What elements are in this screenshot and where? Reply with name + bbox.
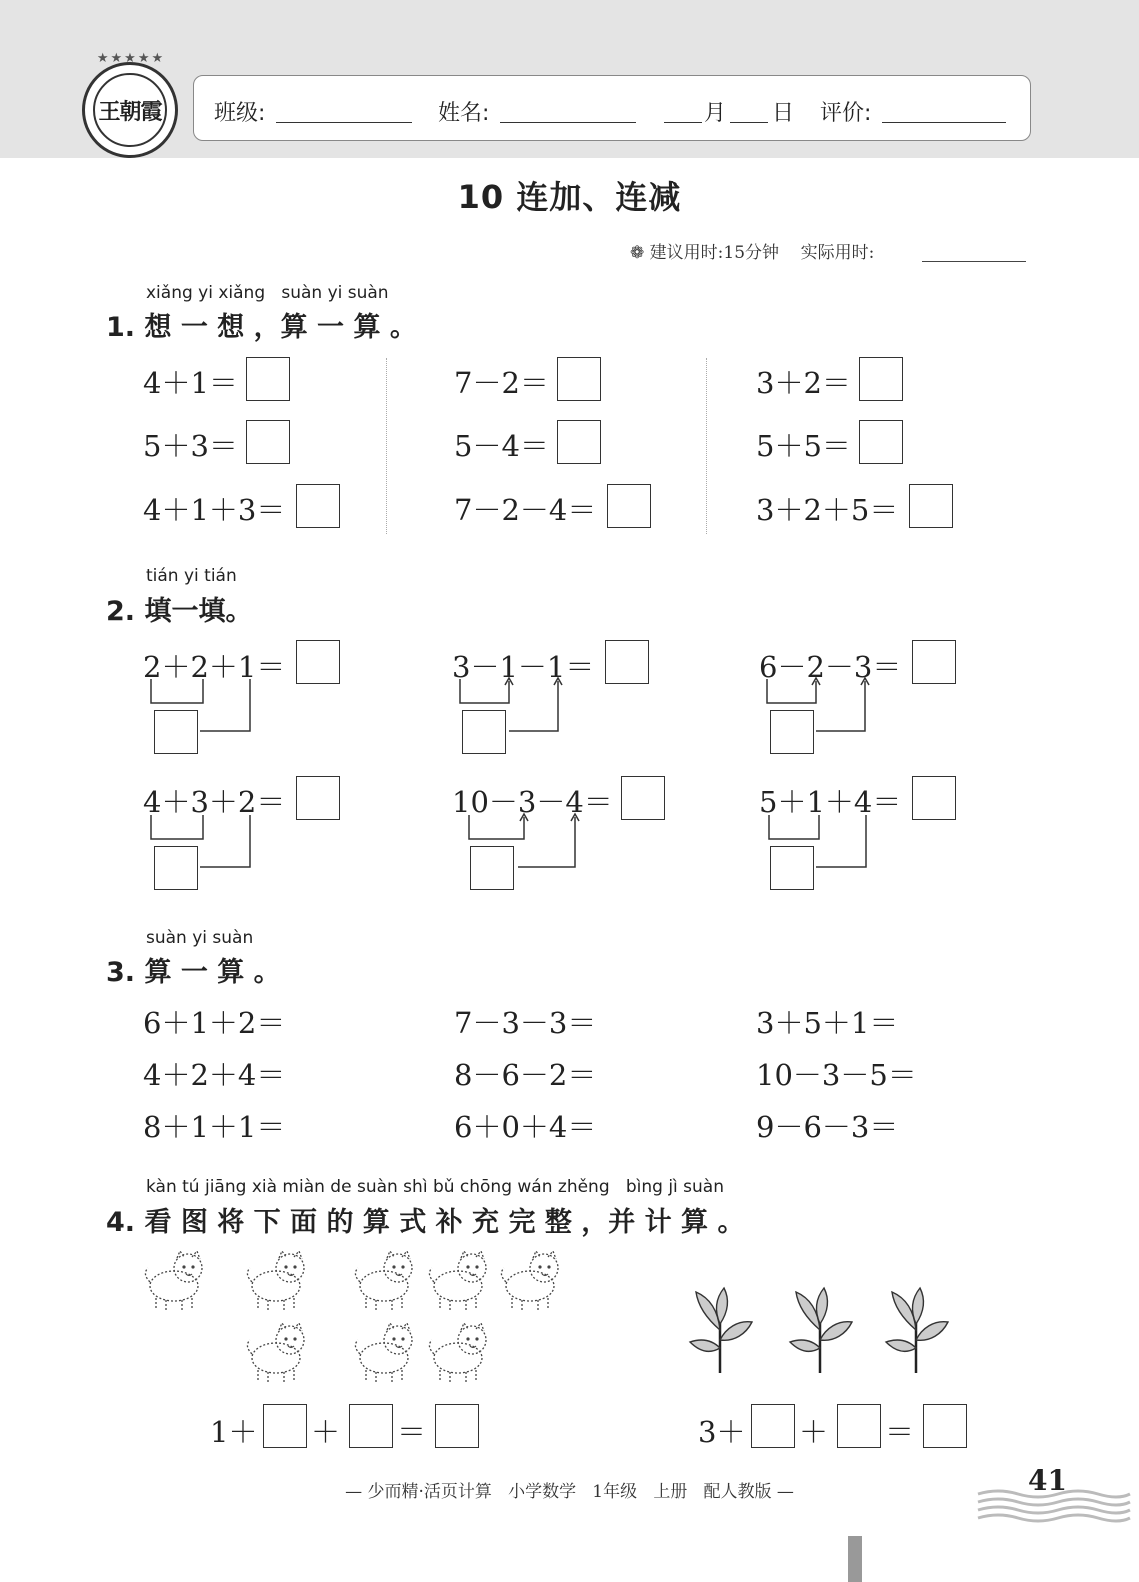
q2-equation: 10－3－4＝ <box>452 785 613 819</box>
q3-equation: 6＋0＋4＝ <box>454 1110 597 1144</box>
q2-heading: 2. 填一填。 <box>106 596 253 627</box>
q1-equation: 4＋1＝ <box>143 366 238 400</box>
q2-equation: 6－2－3＝ <box>759 650 902 684</box>
q3-equation: 4＋2＋4＝ <box>143 1058 286 1092</box>
equals-sign: ＝ <box>397 1415 427 1449</box>
q3-equation: 8＋1＋1＝ <box>143 1110 286 1144</box>
q1-equation: 7－2＝ <box>454 366 549 400</box>
q2-equation: 3－1－1＝ <box>452 650 595 684</box>
plus-sign: ＋ <box>799 1415 829 1449</box>
plus-sign: ＋ <box>311 1415 341 1449</box>
q4-heading: 4. 看 图 将 下 面 的 算 式 补 充 完 整 ，并 计 算 。 <box>106 1207 745 1238</box>
logo-text: 王朝霞 <box>98 98 162 125</box>
q1-heading: 1. 想 一 想 ，算 一 算 。 <box>106 312 417 343</box>
page-number: 41 <box>1028 1464 1067 1497</box>
equals-sign: ＝ <box>885 1415 915 1449</box>
footer-text: — 少而精·活页计算 小学数学 1年级 上册 配人教版 — <box>345 1482 794 1502</box>
q3-equation: 9－6－3＝ <box>756 1110 899 1144</box>
q3-equation: 7－3－3＝ <box>454 1006 597 1040</box>
answer-box[interactable] <box>923 1404 967 1448</box>
answer-box[interactable] <box>263 1404 307 1448</box>
q1-equation: 5－4＝ <box>454 429 549 463</box>
q2-equation: 2＋2＋1＝ <box>143 650 286 684</box>
answer-box[interactable] <box>349 1404 393 1448</box>
rating-label: 评价: <box>820 101 872 126</box>
q1-equation: 4＋1＋3＝ <box>143 493 286 527</box>
q1-equation: 3＋2＝ <box>756 366 851 400</box>
page-title: 10 连加、连减 <box>457 178 682 216</box>
q4-left-start: 1＋ <box>210 1415 258 1449</box>
leaf-icon <box>790 1288 852 1373</box>
suggested-time: 建议用时:15分钟 <box>649 243 780 263</box>
answer-box[interactable] <box>837 1404 881 1448</box>
q2-pinyin: tián yi tián <box>146 566 237 586</box>
q3-equation: 3＋5＋1＝ <box>756 1006 899 1040</box>
q4-right-start: 3＋ <box>698 1415 746 1449</box>
star-icon: ★★★★★ <box>96 51 166 66</box>
leaf-icon <box>690 1288 752 1373</box>
class-label: 班级: <box>214 101 266 126</box>
name-label: 姓名: <box>438 101 490 126</box>
answer-box[interactable] <box>435 1404 479 1448</box>
q1-pinyin: xiǎng yi xiǎng suàn yi suàn <box>146 283 389 303</box>
q2-equation: 5＋1＋4＝ <box>759 785 902 819</box>
q3-pinyin: suàn yi suàn <box>146 928 254 948</box>
month-label: 月 <box>704 101 727 126</box>
q3-equation: 6＋1＋2＝ <box>143 1006 286 1040</box>
q1-equation: 7－2－4＝ <box>454 493 597 527</box>
q3-heading: 3. 算 一 算 。 <box>106 957 281 988</box>
q4-pinyin: kàn tú jiāng xià miàn de suàn shì bǔ chōng wán zhěng bìng jì suàn <box>146 1177 724 1197</box>
actual-time-label: 实际用时: <box>800 243 875 263</box>
answer-box[interactable] <box>751 1404 795 1448</box>
edge-marker <box>848 1536 862 1582</box>
leaf-icon <box>886 1288 948 1373</box>
clock-icon: ❁ <box>630 243 645 263</box>
q2-equation: 4＋3＋2＝ <box>143 785 286 819</box>
q3-equation: 10－3－5＝ <box>756 1058 917 1092</box>
q1-equation: 5＋5＝ <box>756 429 851 463</box>
q3-equation: 8－6－2＝ <box>454 1058 597 1092</box>
day-label: 日 <box>772 101 795 126</box>
q1-equation: 5＋3＝ <box>143 429 238 463</box>
q1-equation: 3＋2＋5＝ <box>756 493 899 527</box>
